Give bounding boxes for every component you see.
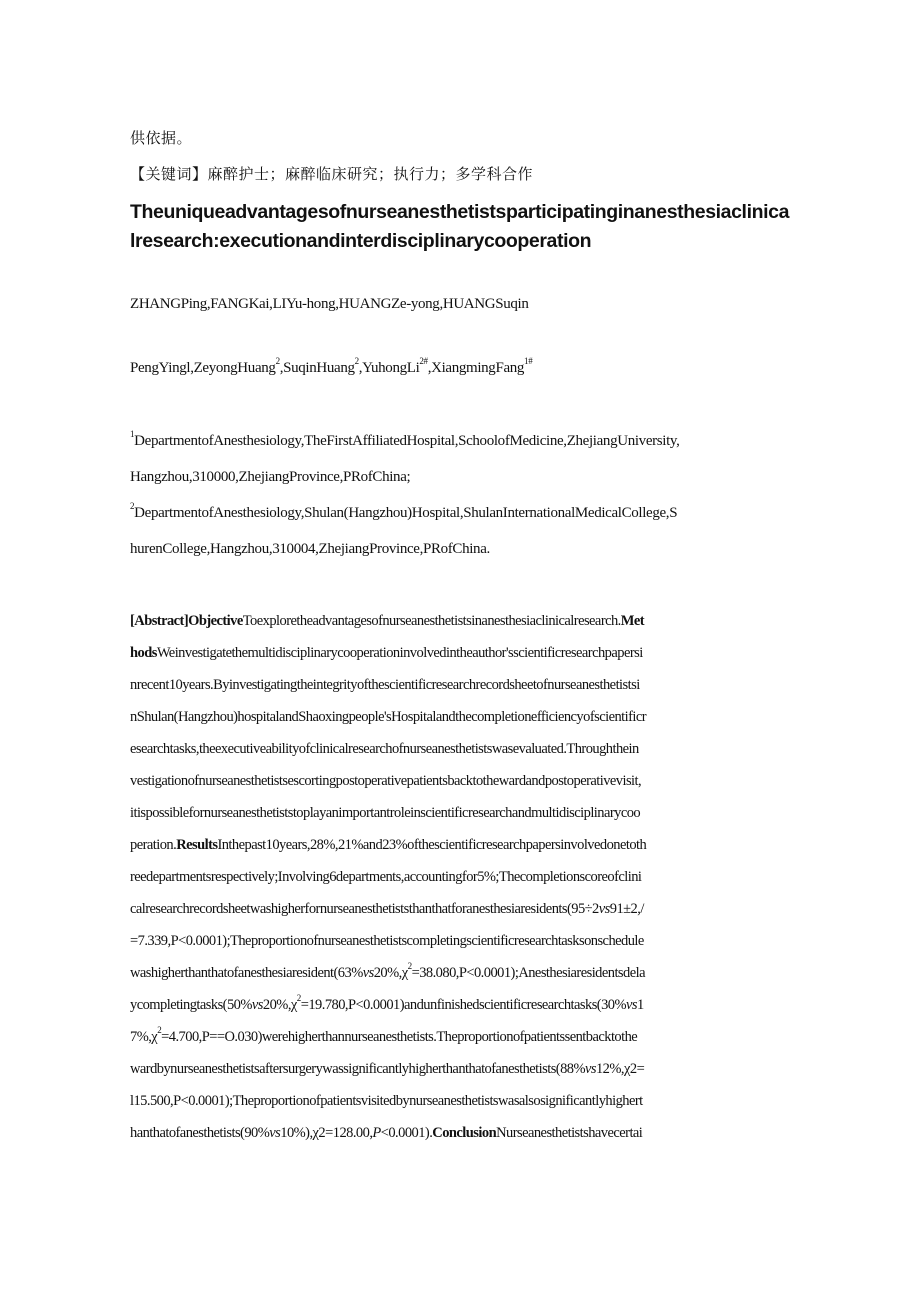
- abstract-line: [130, 1061, 644, 1078]
- affiliation-2-line-2: hurenCollege,Hangzhou,310004,ZhejiangProvince,PRofChina.: [130, 541, 490, 557]
- keywords-line: [130, 163, 533, 184]
- abstract-methods-label: Met: [620, 613, 645, 629]
- abstract-line: [130, 993, 644, 1014]
- author-text: ,XiangmingFang: [427, 360, 525, 376]
- abstract-objective-label: [Abstract]Objective: [130, 613, 243, 629]
- abstract-text: Weinvestigatethemultidisciplinarycooperationinvolvedintheauthor'sscientificresearchpapersi: [156, 645, 643, 661]
- abstract-line: [130, 1025, 638, 1046]
- keywords-label: 【关键词】: [130, 165, 208, 183]
- abstract-superscript: 2: [157, 1025, 162, 1035]
- abstract-text: ycompletingtasks(50%: [130, 997, 252, 1013]
- abstract-methods-label: hods: [130, 645, 157, 661]
- abstract-text: Nurseanesthetistshavecertai: [496, 1125, 643, 1141]
- abstract-line: nrecent10years.Byinvestigatingtheintegrityofthescientificresearchrecordsheetofnurseanesthetistsi: [130, 677, 640, 693]
- english-title-line-2: lresearch:executionandinterdisciplinarycooperation: [130, 230, 592, 252]
- abstract-line: itispossiblefornurseanesthetiststoplayanimportantroleinscientificresearchandmultidisciplinarycoo: [130, 805, 641, 821]
- abstract-text: Inthepast10years,28%,21%and23%ofthescientificresearchpapersinvolvedonetoth: [217, 837, 647, 853]
- abstract-text: <0.0001).: [380, 1125, 433, 1141]
- abstract-text: Toexploretheadvantagesofnurseanesthetistsinanesthesiaclinicalresearch.: [242, 613, 621, 629]
- abstract-text: 7%,χ: [130, 1029, 158, 1045]
- abstract-text: hanthatofanesthetists(90%: [130, 1125, 270, 1141]
- authors-english: [130, 356, 533, 377]
- abstract-italic: P: [372, 1125, 381, 1141]
- abstract-text: 1: [637, 997, 644, 1013]
- abstract-line: [130, 837, 646, 854]
- abstract-text: 10%),χ2=128.00,: [280, 1125, 373, 1141]
- abstract-italic: vs: [585, 1061, 596, 1077]
- abstract-text: 20%,χ: [373, 965, 408, 981]
- author-superscript: 2: [354, 356, 359, 366]
- abstract-line: l15.500,P<0.0001);Theproportionofpatientsvisitedbynurseanesthetistswasalsosignificantlyhighert: [130, 1093, 643, 1109]
- abstract-line: =7.339,P<0.0001);Theproportionofnurseanesthetistscompletingscientificresearchtasksonschedule: [130, 933, 644, 949]
- abstract-italic: vs: [626, 997, 637, 1013]
- abstract-conclusion-label: Conclusion: [432, 1125, 497, 1141]
- author-text: PengYingl,ZeyongHuang: [130, 360, 276, 376]
- abstract-text: =4.700,P==O.030)werehigherthannurseanesthetists.Theproportionofpatientssentbacktothe: [161, 1029, 638, 1045]
- abstract-italic: vs: [251, 997, 263, 1013]
- affiliation-2-line-1: [130, 501, 678, 522]
- abstract-text: 20%,χ: [262, 997, 297, 1013]
- author-text: ,SuqinHuang: [279, 360, 355, 376]
- affiliation-superscript: 2: [130, 501, 135, 511]
- abstract-text: washigherthanthatofanesthesiaresident(63%: [130, 965, 363, 981]
- affiliation-1-line-1: [130, 429, 680, 450]
- author-text: ,YuhongLi: [358, 360, 420, 376]
- abstract-italic: vs: [362, 965, 374, 981]
- abstract-line: [130, 961, 645, 982]
- abstract-superscript: 2: [407, 961, 412, 971]
- abstract-line: reedepartmentsrespectively;Involving6departments,accountingfor5%;Thecompletionscoreofclini: [130, 869, 642, 885]
- abstract-line: esearchtasks,theexecutiveabilityofclinicalresearchofnurseanesthetistswasevaluated.Throughthein: [130, 741, 639, 757]
- author-superscript: 2: [275, 356, 280, 366]
- abstract-line: [130, 1125, 642, 1142]
- affiliation-1-line-2: Hangzhou,310000,ZhejiangProvince,PRofChina;: [130, 469, 411, 485]
- abstract-text: 91±2,/: [609, 901, 644, 917]
- abstract-text: =38.080,P<0.0001);Anesthesiaresidentsdela: [411, 965, 645, 981]
- author-superscript: 1#: [524, 356, 533, 366]
- affiliation-text: DepartmentofAnesthesiology,Shulan(Hangzhou)Hospital,ShulanInternationalMedicalCollege,S: [134, 505, 678, 521]
- english-title-line-1: Theuniqueadvantagesofnurseanesthetistsparticipatinginanesthesiaclinica: [130, 201, 790, 223]
- abstract-italic: vs: [598, 901, 610, 917]
- abstract-superscript: 2: [296, 993, 301, 1003]
- authors-pinyin: ZHANGPing,FANGKai,LIYu-hong,HUANGZe-yong,HUANGSuqin: [130, 296, 529, 312]
- abstract-text: =19.780,P<0.0001)andunfinishedscientificresearchtasks(30%: [300, 997, 627, 1013]
- affiliation-text: DepartmentofAnesthesiology,TheFirstAffiliatedHospital,SchoolofMedicine,ZhejiangUniversity,: [134, 433, 680, 449]
- preceding-text-fragment: 供依据。: [130, 129, 193, 147]
- abstract-line: vestigationofnurseanesthetistsescortingpostoperativepatientsbacktothewardandpostoperativevisit,: [130, 773, 642, 789]
- abstract-text: peration.: [130, 837, 177, 853]
- abstract-results-label: Results: [176, 837, 218, 853]
- abstract-line: [130, 901, 644, 918]
- abstract-line: [130, 613, 644, 630]
- author-superscript: 2#: [419, 356, 428, 366]
- abstract-text: calresearchrecordsheetwashigherfornurseanesthetiststhanthatforanesthesiaresidents(95÷2: [130, 901, 599, 917]
- keywords-text: 麻醉护士；麻醉临床研究；执行力；多学科合作: [207, 165, 534, 183]
- abstract-line: [130, 645, 643, 662]
- abstract-italic: vs: [269, 1125, 281, 1141]
- abstract-line: nShulan(Hangzhou)hospitalandShaoxingpeople'sHospitalandthecompletionefficiencyofscientificr: [130, 709, 647, 725]
- affiliation-superscript: 1: [130, 429, 135, 439]
- abstract-text: wardbynurseanesthetistsaftersurgerywassignificantlyhigherthanthatofanesthetists(88%: [130, 1061, 585, 1077]
- abstract-text: 12%,χ2=: [595, 1061, 645, 1077]
